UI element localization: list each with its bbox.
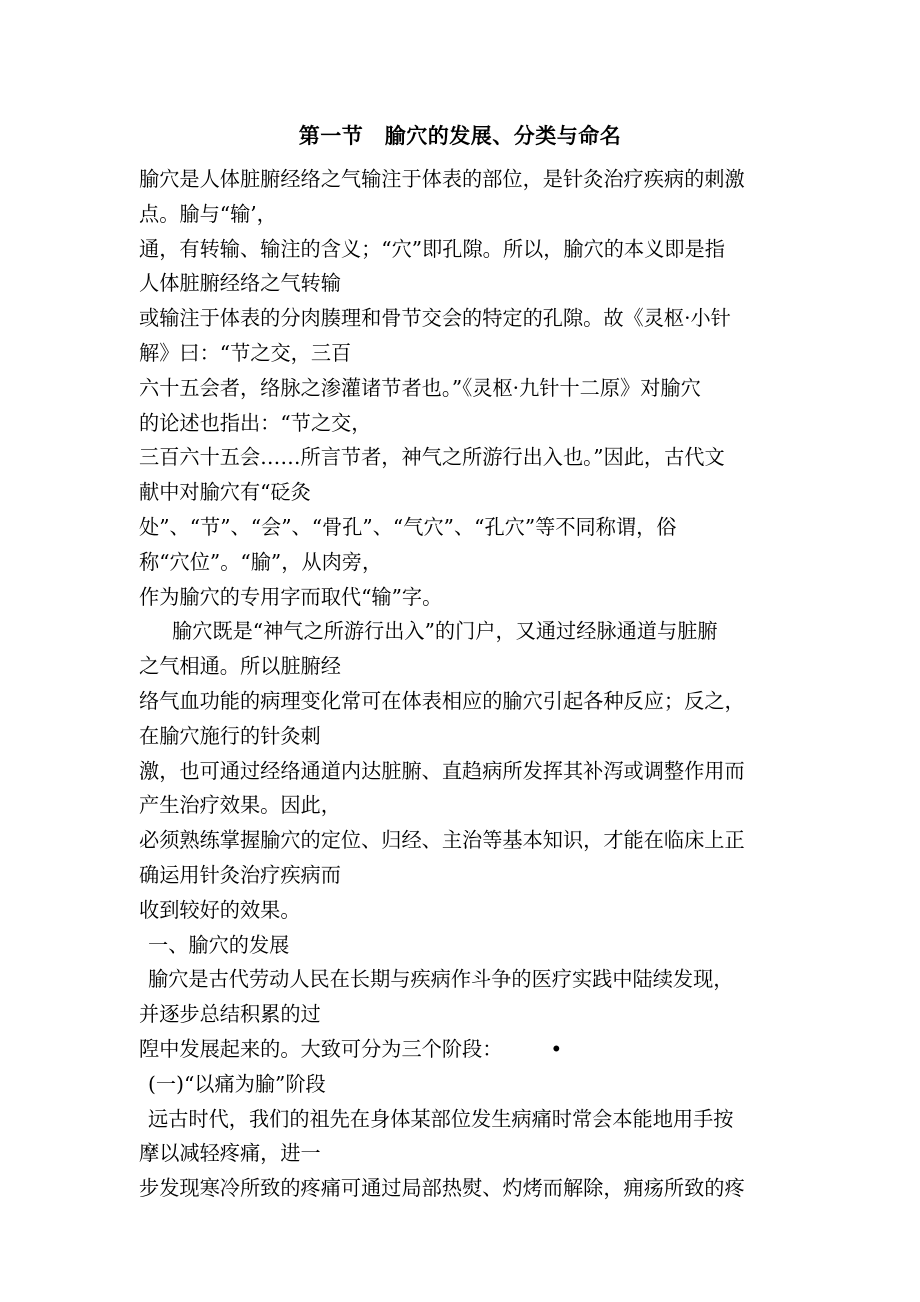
text-line: 三百六十五会……所言节者，神气之所游行出入也。”因此，古代文	[139, 445, 725, 470]
text-line: 产生治疗效果。因此，	[139, 793, 341, 818]
text-line: 通，有转输、输注的含义；“穴”即孔隙。所以，腧穴的本义即是指	[139, 236, 725, 261]
stage-heading: (一)“以痛为腧”阶段	[148, 1071, 326, 1096]
text-line: 的论述也指出：“节之交，	[139, 410, 372, 435]
text-line: 献中对腧穴有“砭灸	[139, 480, 311, 505]
text-line: 并逐步总结积累的过	[139, 1002, 321, 1027]
text-line-with-mark	[139, 1032, 789, 1067]
text-line-content: 隉中发展起来的。大致可分为三个阶段：	[139, 1036, 503, 1061]
text-line: 在腧穴施行的针灸刺	[139, 723, 321, 748]
text-line: 络气血功能的病理变化常可在体表相应的腧穴引起各种反应；反之，	[139, 688, 745, 713]
text-line: 解》曰：“节之交，三百	[139, 340, 352, 365]
text-line: 步发现寒冷所致的疼痛可通过局部热熨、灼烤而解除，痈疡所致的疼	[139, 1176, 745, 1201]
text-line: 作为腧穴的专用字而取代“输”字。	[139, 584, 443, 609]
text-line: 或输注于体表的分肉腠理和骨节交会的特定的孔隙。故《灵枢·小针	[139, 306, 731, 331]
text-line: 六十五会者，络脉之渗灌诸节者也。”《灵枢·九针十二原》对腧穴	[139, 375, 701, 400]
paragraph-start-line: 腧穴既是“神气之所游行出入”的门户，又通过经脉通道与脏腑	[172, 619, 718, 644]
text-line: 之气相通。所以脏腑经	[139, 654, 341, 679]
text-line: 腧穴是人体脏腑经络之气输注于体表的部位，是针灸治疗疾病的刺激	[139, 167, 745, 191]
text-line: 确运用针灸治疗疾病而	[139, 862, 341, 887]
text-line: 称“穴位”。“腧”，从肉旁，	[139, 549, 383, 574]
document-body	[139, 162, 789, 1206]
stray-dot-mark: •	[550, 1036, 563, 1061]
subsection-heading: 一、腧穴的发展	[148, 932, 290, 957]
text-line: 人体脏腑经络之气转输	[139, 271, 341, 296]
paragraph-start-line: 腧穴是古代劳动人民在长期与疾病作斗争的医疗实践中陆续发现，	[148, 967, 734, 992]
text-line: 处”、“节”、“会”、“骨孔”、“气穴”、“孔穴”等不同称谓，俗	[139, 514, 677, 539]
text-line: 激，也可通过经络通道内达脏腑、直趋病所发挥其补泻或调整作用而	[139, 758, 745, 783]
text-line: 必须熟练掌握腧穴的定位、归经、主治等基本知识，才能在临床上正	[139, 828, 745, 853]
text-line: 点。腧与“输’，	[139, 201, 277, 226]
paragraph-start-line: 远古时代，我们的祖先在身体某部位发生病痛时常会本能地用手按	[148, 1106, 734, 1131]
text-line: 收到较好的效果。	[139, 897, 301, 922]
text-line: 摩以减轻疼痛，进一	[139, 1141, 321, 1166]
section-title: 第一节 腧穴的发展、分类与命名	[298, 123, 622, 148]
